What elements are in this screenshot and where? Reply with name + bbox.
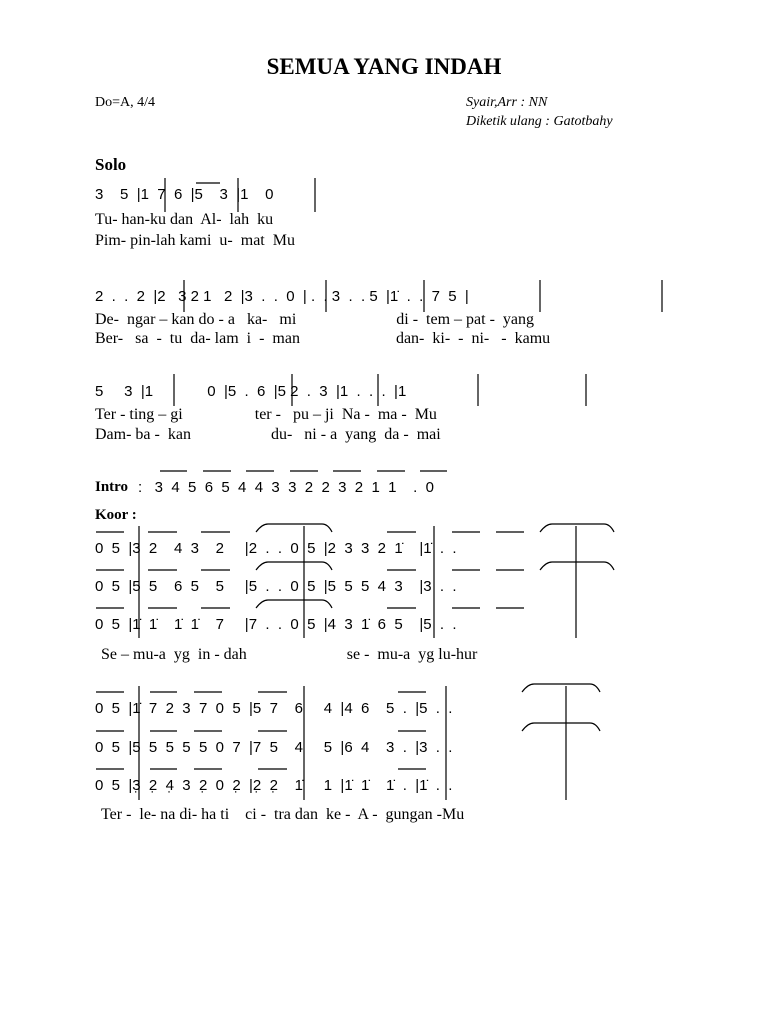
intro-notes: : 3 4 5 6 5 4 4 3 3 2 2 3 2 1 1 . 0 <box>138 479 435 496</box>
koor-block1-lyrics: Se – mu-a yg in - dah se - mu-a yg lu-hur <box>101 646 478 663</box>
solo-lyrics-2b: Ber- sa - tu da- lam i - man dan- ki- - ni- - kamu <box>95 330 551 347</box>
solo-lyrics-1b: Pim- pin-lah kami u- mat Mu <box>95 232 295 249</box>
solo-lyrics-1a: Tu- han-ku dan Al- lah ku <box>95 211 274 228</box>
koor-block2-lyrics: Ter - le- na di- ha ti ci - tra dan ke - A - gungan -Mu <box>101 806 465 823</box>
lyricist-credit: Syair,Arr : NN <box>466 95 548 110</box>
koor-block2-row1: 0 5 |1̇ 7 2 3 7 0 5 |5 7 6 4 |4 6 5 . |5 . . <box>95 700 453 717</box>
intro-label: Intro <box>95 479 129 495</box>
solo-lyrics-2a: De- ngar – kan do - a ka- mi di - tem – pat - yang <box>95 311 535 328</box>
koor-heading: Koor : <box>95 507 137 523</box>
koor-block2-row2: 0 5 |5 5 5 5 5 0 7 |7 5 4 5 |6 4 3 . |3 . . <box>95 739 453 756</box>
koor-block2-row3: 0 5 |3̣ 2̣ 4̣ 3 2̣ 0 2̣ |2̣ 2̣ 1̇ 1 |1̇ 1̇ 1̇ . |1̇ . . <box>95 777 453 794</box>
solo-notes-line-3: 5 3 |1 0 |5 . 6 |5 2 . 3 |1 . . . |1 <box>95 383 407 400</box>
solo-notes-line-1: 3 5 |1 7 6 |5 3 |1 0 <box>95 186 274 203</box>
song-title: SEMUA YANG INDAH <box>266 54 502 79</box>
solo-heading: Solo <box>95 155 127 174</box>
solo-lyrics-3b: Dam- ba - kan du- ni - a yang da - mai <box>95 426 441 443</box>
solo-notes-line-2: 2 . . 2 |2 3 2 1 2 |3 . . 0 | . . 3 . . 5 |1̇ . . 7 5 | <box>95 288 469 305</box>
koor-block1-row3: 0 5 |1̇ 1̇ 1̇ 1̇ 7 |7 . . 0 5 |4 3 1̇ 6 5 |5 . . <box>95 616 457 633</box>
typist-credit: Diketik ulang : Gatotbahy <box>466 114 613 129</box>
koor-block1-row1: 0 5 |3 2 4 3 2 |2 . . 0 5 |2 3 3 2 1̇ |1̇ . . <box>95 540 457 557</box>
koor-block1-row2: 0 5 |5 5 6 5 5 |5 . . 0 5 |5 5 5 4 3 |3 . . <box>95 578 457 595</box>
key-signature: Do=A, 4/4 <box>95 95 156 110</box>
solo-lyrics-3a: Ter - ting – gi ter - pu – ji Na - ma - Mu <box>95 406 437 423</box>
